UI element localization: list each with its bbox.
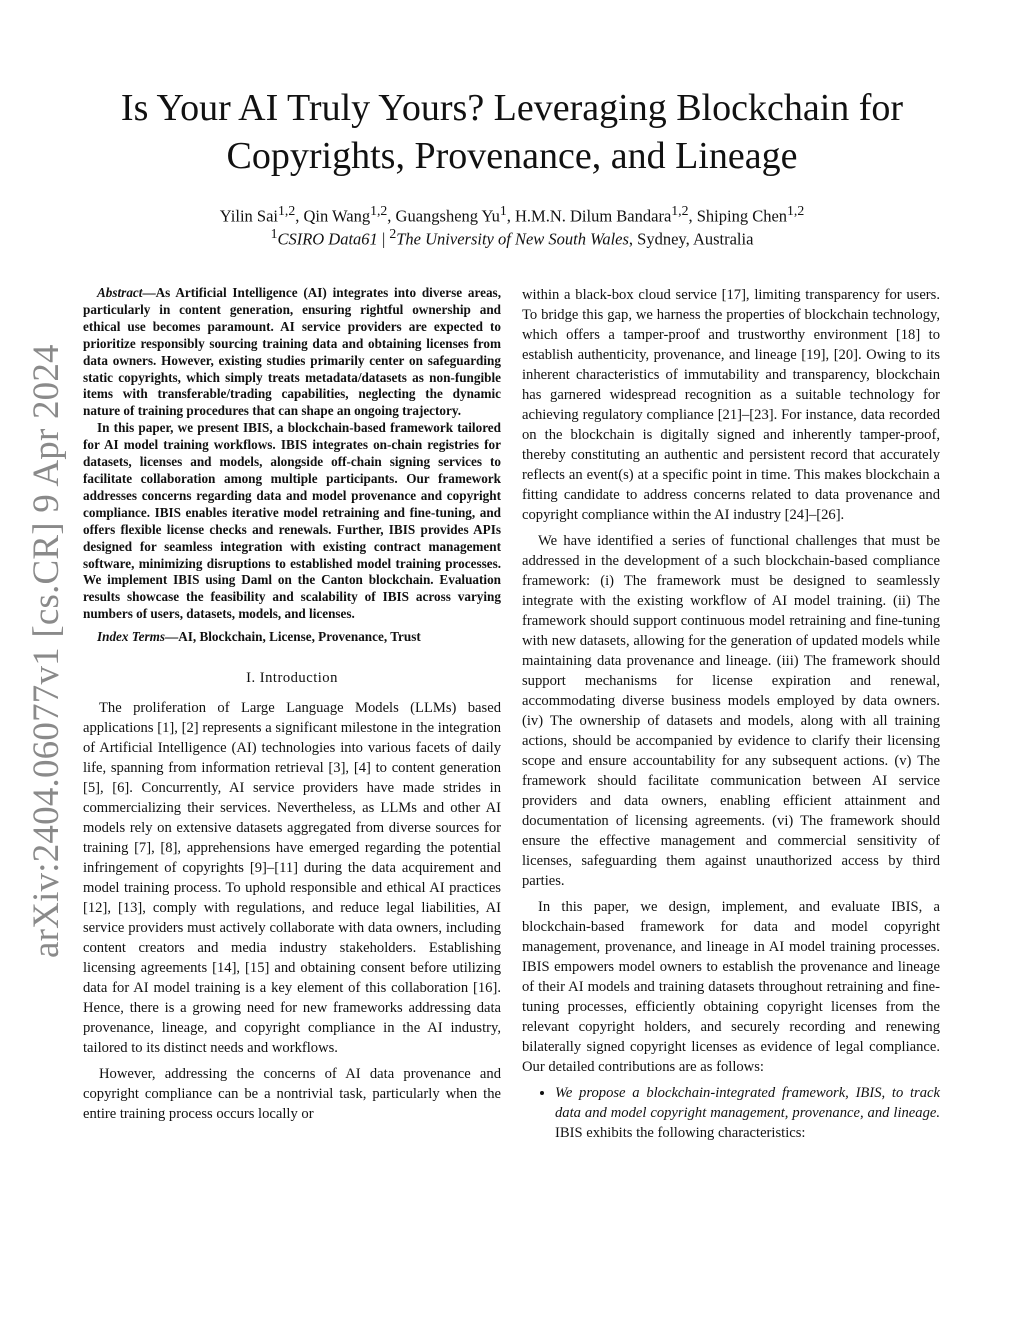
affiliation-org: The University of New South Wales: [396, 229, 629, 249]
affiliations: [60, 223, 964, 251]
list-item: [555, 1083, 940, 1143]
body-paragraph: However, addressing the concerns of AI data provenance and copyright compliance can be a nontrivial task, particularly when the entire training process occurs locally or: [83, 1066, 501, 1123]
index-terms: [83, 629, 501, 646]
contribution-emphasis: We propose a blockchain-integrated framework, IBIS, to track data and model copyright management, provenance, and lineage.: [555, 1085, 940, 1121]
author-name: Guangsheng Yu: [395, 206, 500, 226]
affiliation-org: CSIRO Data61: [277, 229, 378, 249]
author-affiliation-mark: 1,2: [278, 203, 296, 218]
index-terms-text: —AI, Blockchain, License, Provenance, Trust: [165, 629, 421, 645]
abstract-paragraph: [83, 285, 501, 420]
author-name: Qin Wang: [303, 206, 371, 226]
affiliation-mark: 1: [270, 226, 278, 241]
title-line-2: Copyrights, Provenance, and Lineage: [226, 135, 798, 177]
body-paragraph: The proliferation of Large Language Models (LLMs) based applications [1], [2] represents a significant milestone in the integration of Artificial Intelligence (AI) technologies into various facets of daily life, spanning from information retrieval [3], [4] to content generation [5], [6]. Concurrently, AI service providers have made strides in commercializing their services. Nevertheless, as LLMs and other AI models rely on extensive datasets aggregated from diverse sources for training [7], [8], apprehensions have emerged regarding the potential infringement of copyrights [9]–[11] during the data acquirement and model training process. To uphold responsible and ethical AI practices [12], [13], comply with regulations, and reduce legal liabilities, AI service providers must actively collaborate with data owners, including content creators and media industry stakeholders. Establishing licensing agreements [14], [15] and obtaining consent before utilizing data for AI model training is a key element of this collaboration [16]. Hence, there is a growing need for new frameworks addressing data provenance, lineage, and copyright compliance in the AI industry, tailored to its distinct needs and workflows.: [83, 700, 501, 1057]
affiliation-mark: 2: [389, 226, 397, 241]
author-name: H.M.N. Dilum Bandara: [515, 206, 672, 226]
author-affiliation-mark: 1,2: [671, 203, 689, 218]
abstract-paragraph: In this paper, we present IBIS, a blockchain-based framework tailored for AI model training workflows. IBIS integrates on-chain registries for datasets, licenses and models, alongside off-chain signing services to facilitate collaboration among multiple participants. Our framework addresses concerns regarding data and model provenance and copyright compliance. IBIS enables iterative model retraining and fine-tuning, and offers flexible license checks and renewals. Further, IBIS provides APIs designed for seamless integration with existing contract management software, minimizing disruptions to established model training processes. We implement IBIS using Daml on the Canton blockchain. Evaluation results showcase the feasibility and scalability of IBIS across varying numbers of users, datasets, models, and licenses.: [83, 420, 501, 622]
title-line-1: Is Your AI Truly Yours? Leveraging Blockchain for: [120, 87, 904, 129]
abstract: [83, 285, 501, 623]
right-column: [522, 285, 940, 1143]
contribution-list: [522, 1083, 940, 1143]
left-column: [83, 285, 501, 1124]
author-affiliation-mark: 1,2: [787, 203, 805, 218]
affiliation-location: , Sydney, Australia: [628, 229, 754, 249]
author-affiliation-mark: 1,2: [370, 203, 388, 218]
affiliation-separator: |: [377, 229, 390, 249]
author-name: Shiping Chen: [696, 206, 788, 226]
paper-title: [60, 84, 964, 180]
abstract-label: Abstract: [97, 285, 143, 300]
author-list: Yilin Sai$^{1,2}$, Qin Wang$^{1,2}$, Guangsheng Yu$^1$, H.M.N. Dilum Bandara$^{1,2}$, Shiping Chen$^{1,2}$: [219, 203, 805, 226]
contribution-text: IBIS exhibits the following characteristics:: [555, 1125, 806, 1141]
author-name: Yilin Sai: [219, 206, 278, 226]
body-paragraph: We have identified a series of functional challenges that must be addressed in the development of a such blockchain-based compliance framework: (i) The framework must be designed to seamlessly integrate with the existing workflow of AI model training. (ii) The framework should support continuous model retraining and fine-tuning with new datasets, allowing for the generation of updated models while maintaining data provenance and lineage. (iii) The framework should support mechanisms for license expiration and renewal, accommodating diverse business models employed by data owners. (iv) The ownership of datasets and models, along with all training actions, should be accompanied by evidence to clarify their licensing scope and ensure accountability for any subsequent actions. (v) The framework should facilitate communication between AI service providers and data owners, enabling efficient attainment and documentation of licensing agreements. (vi) The framework should ensure the effective management and commercial sensitivity of licenses, safeguarding them against unauthorized access by third parties.: [522, 533, 940, 889]
section-heading: I. Introduction: [246, 670, 338, 687]
index-terms-label: Index Terms: [97, 629, 166, 645]
author-affiliation-mark: 1: [499, 203, 507, 218]
body-paragraph-continued: within a black-box cloud service [17], limiting transparency for users. To bridge this gap, we harness the properties of blockchain technology, which offers a tamper-proof and trustworthy environment [18] to establish authenticity, provenance, and lineage [19], [20]. Owing to its inherent characteristics of immutability and transparency, blockchain has garnered widespread recognition as a suitable technology for achieving regulatory compliance [21]–[23]. For instance, data recorded on the blockchain is digitally signed and inherently tamper-proof, thereby constituting an authentic and persistent record that accurately reflects an event(s) at a specific point in time. This makes blockchain a fitting candidate to address concerns related to data provenance and copyright compliance within the AI industry [24]–[26].: [522, 287, 940, 523]
body-paragraph: In this paper, we design, implement, and evaluate IBIS, a blockchain-based framework for data and model copyright management, provenance, and lineage in AI model training processes. IBIS empowers model owners to establish the provenance and lineage of their AI models and training datasets throughout retraining and fine-tuning processes, efficiently obtaining copyright licenses from the relevant copyright holders, and securely recording and renewing bilaterally signed copyright licenses as evidence of legal compliance. Our detailed contributions are as follows:: [522, 899, 940, 1075]
arxiv-identifier: arXiv:2404.06077v1 [cs.CR] 9 Apr 2024: [26, 344, 67, 958]
abstract-text: —As Artificial Intelligence (AI) integrates into diverse areas, particularly in content generation, ensuring rightful ownership and ethical use becomes paramount. AI service providers are expected to prioritize responsibly sourcing training data and obtaining licenses from data owners. However, existing studies primarily center on safeguarding static copyrights, which simply treats metadata/datasets as non-fungible items with transferable/trading capabilities, neglecting the dynamic nature of training procedures that can shape an ongoing trajectory.: [83, 285, 501, 419]
